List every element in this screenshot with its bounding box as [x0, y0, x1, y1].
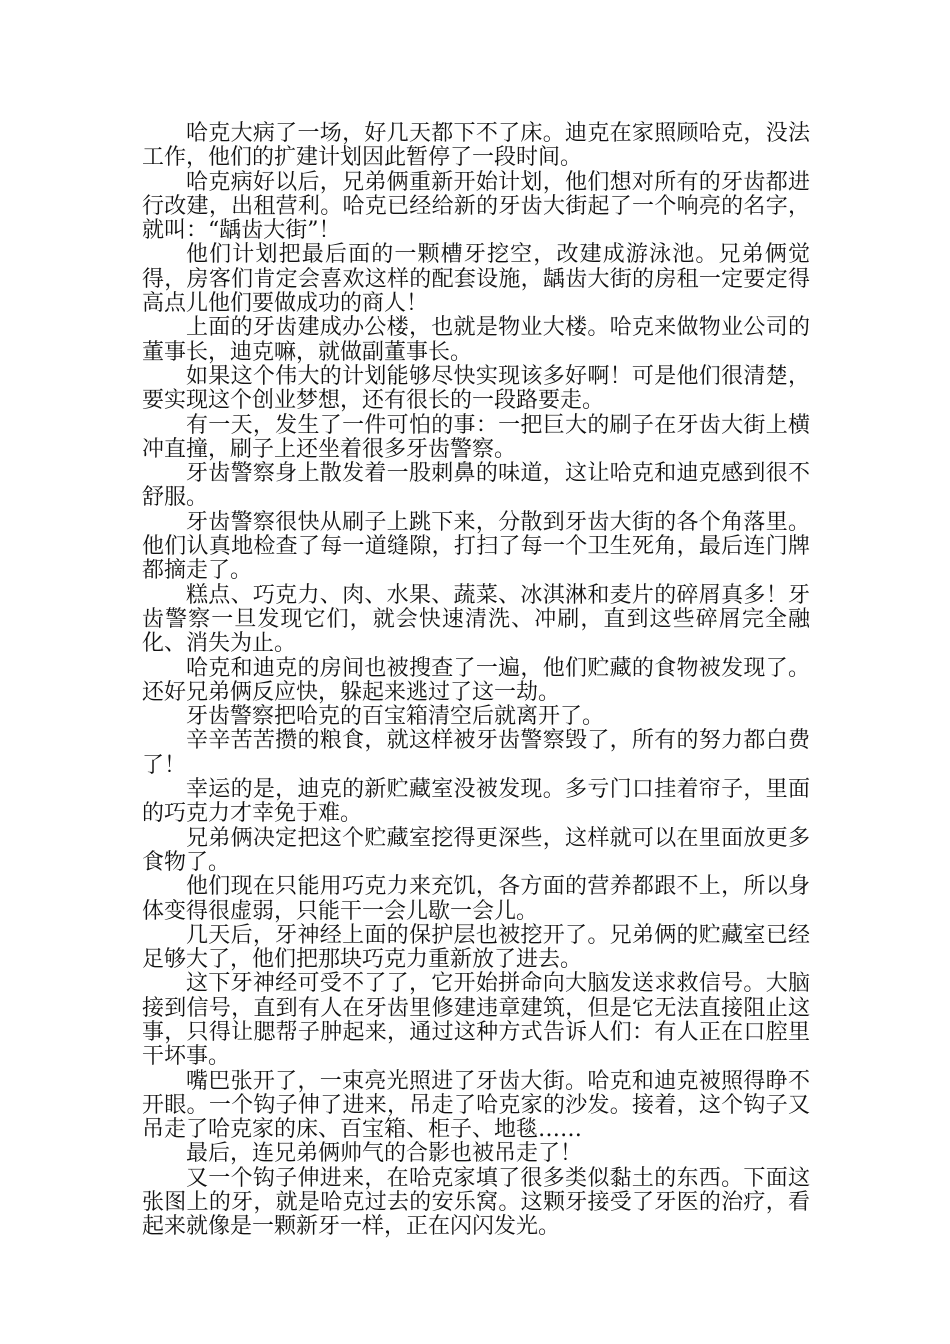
paragraph-3: 他们计划把最后面的一颗槽牙挖空，改建成游泳池。兄弟俩觉得，房客们肯定会喜欢这样的配套设施，龋齿大街的房租一定要定得高点儿他们要做成功的商人！	[142, 242, 810, 317]
paragraph-4: 上面的牙齿建成办公楼，也就是物业大楼。哈克来做物业公司的董事长，迪克嘛，就做副董事长。	[142, 315, 810, 365]
paragraph-14: 兄弟俩决定把这个贮藏室挖得更深些，这样就可以在里面放更多食物了。	[142, 825, 810, 875]
paragraph-12: 辛辛苦苦攒的粮食，就这样被牙齿警察毁了，所有的努力都白费了！	[142, 728, 810, 778]
paragraph-13: 幸运的是，迪克的新贮藏室没被发现。多亏门口挂着帘子，里面的巧克力才幸免于难。	[142, 777, 810, 827]
paragraph-1: 哈克大病了一场，好几天都下不了床。迪克在家照顾哈克，没法工作，他们的扩建计划因此暂停了一段时间。	[142, 121, 810, 171]
paragraph-16: 几天后，牙神经上面的保护层也被挖开了。兄弟俩的贮藏室已经足够大了，他们把那块巧克力重新放了进去。	[142, 922, 810, 973]
document-body	[142, 122, 810, 1240]
paragraph-15: 他们现在只能用巧克力来充饥，各方面的营养都跟不上，所以身体变得很虚弱，只能干一会儿歇一会儿。	[142, 874, 810, 924]
paragraph-6: 有一天，发生了一件可怕的事：一把巨大的刷子在牙齿大街上横冲直撞，刷子上还坐着很多牙齿警察。	[142, 412, 810, 462]
paragraph-18: 嘴巴张开了，一束亮光照进了牙齿大街。哈克和迪克被照得睁不开眼。一个钩子伸了进来，吊走了哈克家的沙发。接着，这个钩子又吊走了哈克家的床、百宝箱、柜子、地毯……	[142, 1068, 810, 1143]
paragraph-2: 哈克病好以后，兄弟俩重新开始计划，他们想对所有的牙齿都进行改建，出租营利。哈克已经给新的牙齿大街起了一个响亮的名字，就叫：“龋齿大街”！	[142, 169, 810, 244]
paragraph-5: 如果这个伟大的计划能够尽快实现该多好啊！可是他们很清楚，要实现这个创业梦想，还有很长的一段路要走。	[142, 363, 810, 414]
paragraph-9: 糕点、巧克力、肉、水果、蔬菜、冰淇淋和麦片的碎屑真多！牙齿警察一旦发现它们，就会快速清洗、冲刷，直到这些碎屑完全融化、消失为止。	[142, 582, 810, 657]
paragraph-17: 这下牙神经可受不了了，它开始拼命向大脑发送求救信号。大脑接到信号，直到有人在牙齿里修建违章建筑，但是它无法直接阻止这事，只得让腮帮子肿起来，通过这种方式告诉人们：有人正在口腔里干坏事。	[142, 971, 810, 1070]
paragraph-20: 又一个钩子伸进来，在哈克家填了很多类似黏土的东西。下面这张图上的牙，就是哈克过去的安乐窝。这颗牙接受了牙医的治疗，看起来就像是一颗新牙一样，正在闪闪发光。	[142, 1165, 810, 1240]
paragraph-11: 牙齿警察把哈克的百宝箱清空后就离开了。	[186, 704, 605, 730]
paragraph-10: 哈克和迪克的房间也被搜查了一遍，他们贮藏的食物被发现了。还好兄弟俩反应快，躲起来逃过了这一劫。	[142, 655, 810, 705]
paragraph-7: 牙齿警察身上散发着一股刺鼻的味道，这让哈克和迪克感到很不舒服。	[142, 461, 810, 511]
paragraph-8: 牙齿警察很快从刷子上跳下来，分散到牙齿大街的各个角落里。他们认真地检查了每一道缝隙，打扫了每一个卫生死角，最后连门牌都摘走了。	[142, 509, 810, 584]
paragraph-19: 最后，连兄弟俩帅气的合影也被吊走了！	[186, 1141, 583, 1167]
